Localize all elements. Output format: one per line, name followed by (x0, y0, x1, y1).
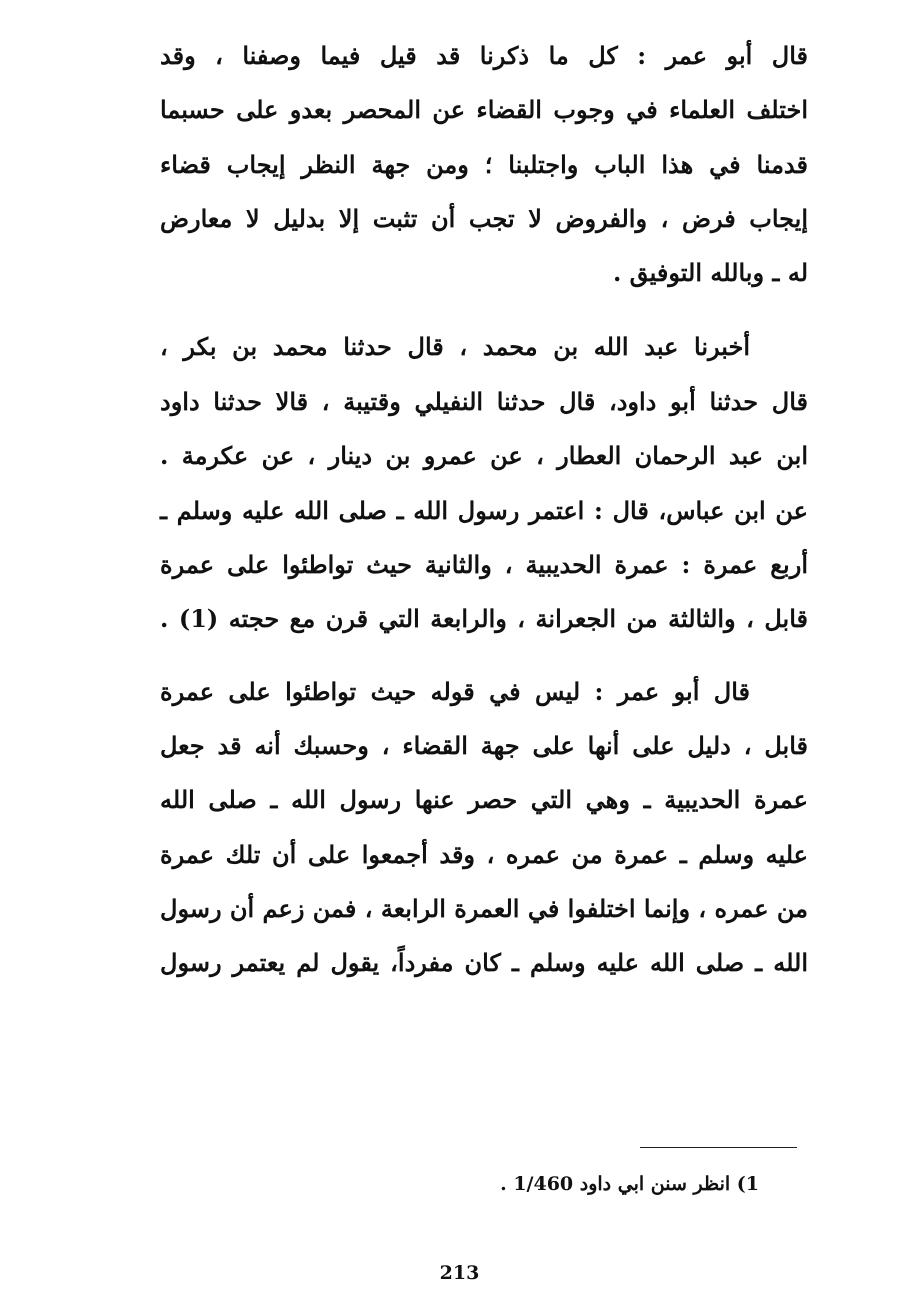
footnote-divider (640, 1147, 797, 1148)
text-line: عن ابن عباس، قال : اعتمر رسول الله ـ صلى الله عليه وسلم ـ (160, 496, 808, 525)
text-line: الله ـ صلى الله عليه وسلم ـ كان مفرداً، يقول لم يعتمر رسول (160, 948, 808, 977)
text-line: قابل ، دليل على أنها على جهة القضاء ، وحسبك أنه قد جعل (160, 731, 808, 760)
footnote: 1) انظر سنن ابي داود 1/460 . (500, 1173, 759, 1195)
text-line: من عمره ، وإنما اختلفوا في العمرة الرابعة ، فمن زعم أن رسول (160, 894, 808, 923)
text-line: أربع عمرة : عمرة الحديبية ، والثانية حيث تواطئوا على عمرة (160, 550, 808, 579)
text-line: قال أبو عمر : كل ما ذكرنا قد قيل فيما وصفنا ، وقد (160, 41, 808, 70)
text-line: إيجاب فرض ، والفروض لا تجب أن تثبت إلا بدليل لا معارض (160, 204, 808, 233)
page-number: 213 (439, 1262, 480, 1284)
text-line: أخبرنا عبد الله بن محمد ، قال حدثنا محمد بن بكر ، (160, 332, 750, 361)
text-line: اختلف العلماء في وجوب القضاء عن المحصر بعدو على حسبما (160, 95, 808, 124)
text-line: له ـ وبالله التوفيق . (612, 258, 808, 287)
text-line: قدمنا في هذا الباب واجتلبنا ؛ ومن جهة النظر إيجاب قضاء (160, 150, 808, 179)
text-line: قابل ، والثالثة من الجعرانة ، والرابعة التي قرن مع حجته (1) . (160, 604, 808, 633)
text-line: عليه وسلم ـ عمرة من عمره ، وقد أجمعوا على أن تلك عمرة (160, 840, 808, 869)
text-line: قال حدثنا أبو داود، قال حدثنا النفيلي وقتيبة ، قالا حدثنا داود (160, 387, 808, 416)
text-line: عمرة الحديبية ـ وهي التي حصر عنها رسول الله ـ صلى الله (160, 785, 808, 814)
text-line: ابن عبد الرحمان العطار ، عن عمرو بن دينار ، عن عكرمة . (160, 441, 808, 470)
text-line: قال أبو عمر : ليس في قوله حيث تواطئوا على عمرة (160, 677, 750, 706)
